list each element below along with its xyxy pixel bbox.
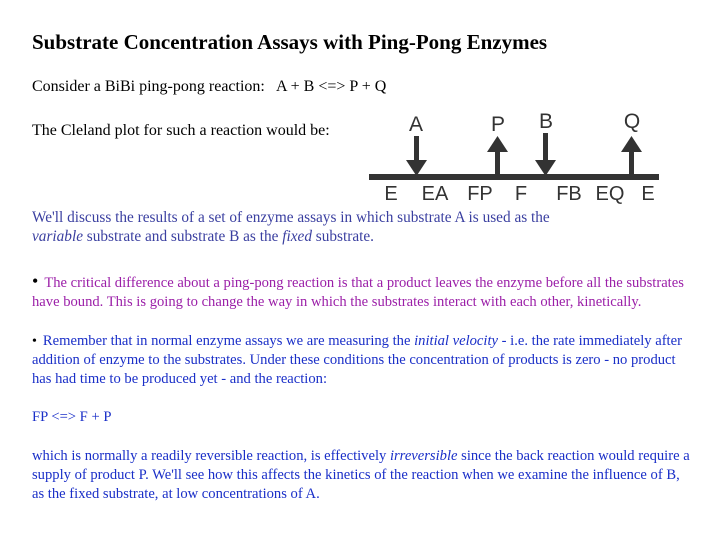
bullet1-text: The critical difference about a ping-pong reaction is that a product leaves the enzyme before all the substrates have bound. This is going to change the way in which the substrates interact with each other, kinetically. [32,275,684,310]
page-title: Substrate Concentration Assays with Ping-Pong Enzymes [32,30,548,54]
para1-text3: substrate. [311,228,374,245]
para1-text2: substrate and substrate B as the [82,228,283,245]
arrow-a-head [406,160,427,176]
arrow-q-head [621,136,642,152]
form-e-end: E [641,183,655,204]
arrow-label-q: Q [623,110,641,133]
bullet2-initial-velocity: initial velocity [414,333,498,349]
final-irreversible: irreversible [389,448,458,464]
bullet-item-1 [32,272,692,312]
form-eq: EQ [595,183,625,204]
form-fb: FB [556,183,582,204]
bullet2-text2: - i.e. the rate immediately after addition of enzyme to the substrates. Under these conditions the concentration of products is zero - no product has had time to be produced yet - and the reaction: [32,333,682,387]
form-ea: EA [421,183,449,204]
para1-fixed: fixed [282,228,312,245]
para1-text1: We'll discuss the results of a set of enzyme assays in which substrate A is used as the [32,209,550,226]
para1-variable: variable [32,228,83,245]
intro-reaction: A + B <=> P + Q [275,78,387,95]
reaction-fp: FP <=> F + P [32,409,112,425]
paragraph-final [32,447,692,504]
intro-line [32,78,386,96]
bullet-marker-2: • [32,334,37,349]
paragraph-intro [32,208,692,246]
bullet2-text1: Remember that in normal enzyme assays we are measuring the [42,333,415,349]
intro-label: Consider a BiBi ping-pong reaction: [32,78,265,95]
cleland-plot [365,108,665,204]
arrow-b-head [535,160,556,176]
cleland-label: The Cleland plot for such a reaction would be: [32,122,330,139]
arrow-label-a: A [408,113,424,136]
form-fp: FP [467,183,493,204]
final-text2: since the back reaction would require a supply of product P. We'll see how this affects the kinetics of the reaction when we examine the influence of B, as the fixed substrate, at low concentrations of A. [32,448,690,502]
arrow-label-p: P [490,113,506,136]
arrow-p-head [487,136,508,152]
form-f: F [514,183,528,204]
arrow-label-b: B [538,110,554,133]
bullet-marker-1: • [32,271,39,291]
final-text1: which is normally a readily reversible reaction, is effectively [32,448,390,464]
enzyme-line [369,174,659,180]
bullet-item-2 [32,332,692,389]
form-e-start: E [384,183,398,204]
